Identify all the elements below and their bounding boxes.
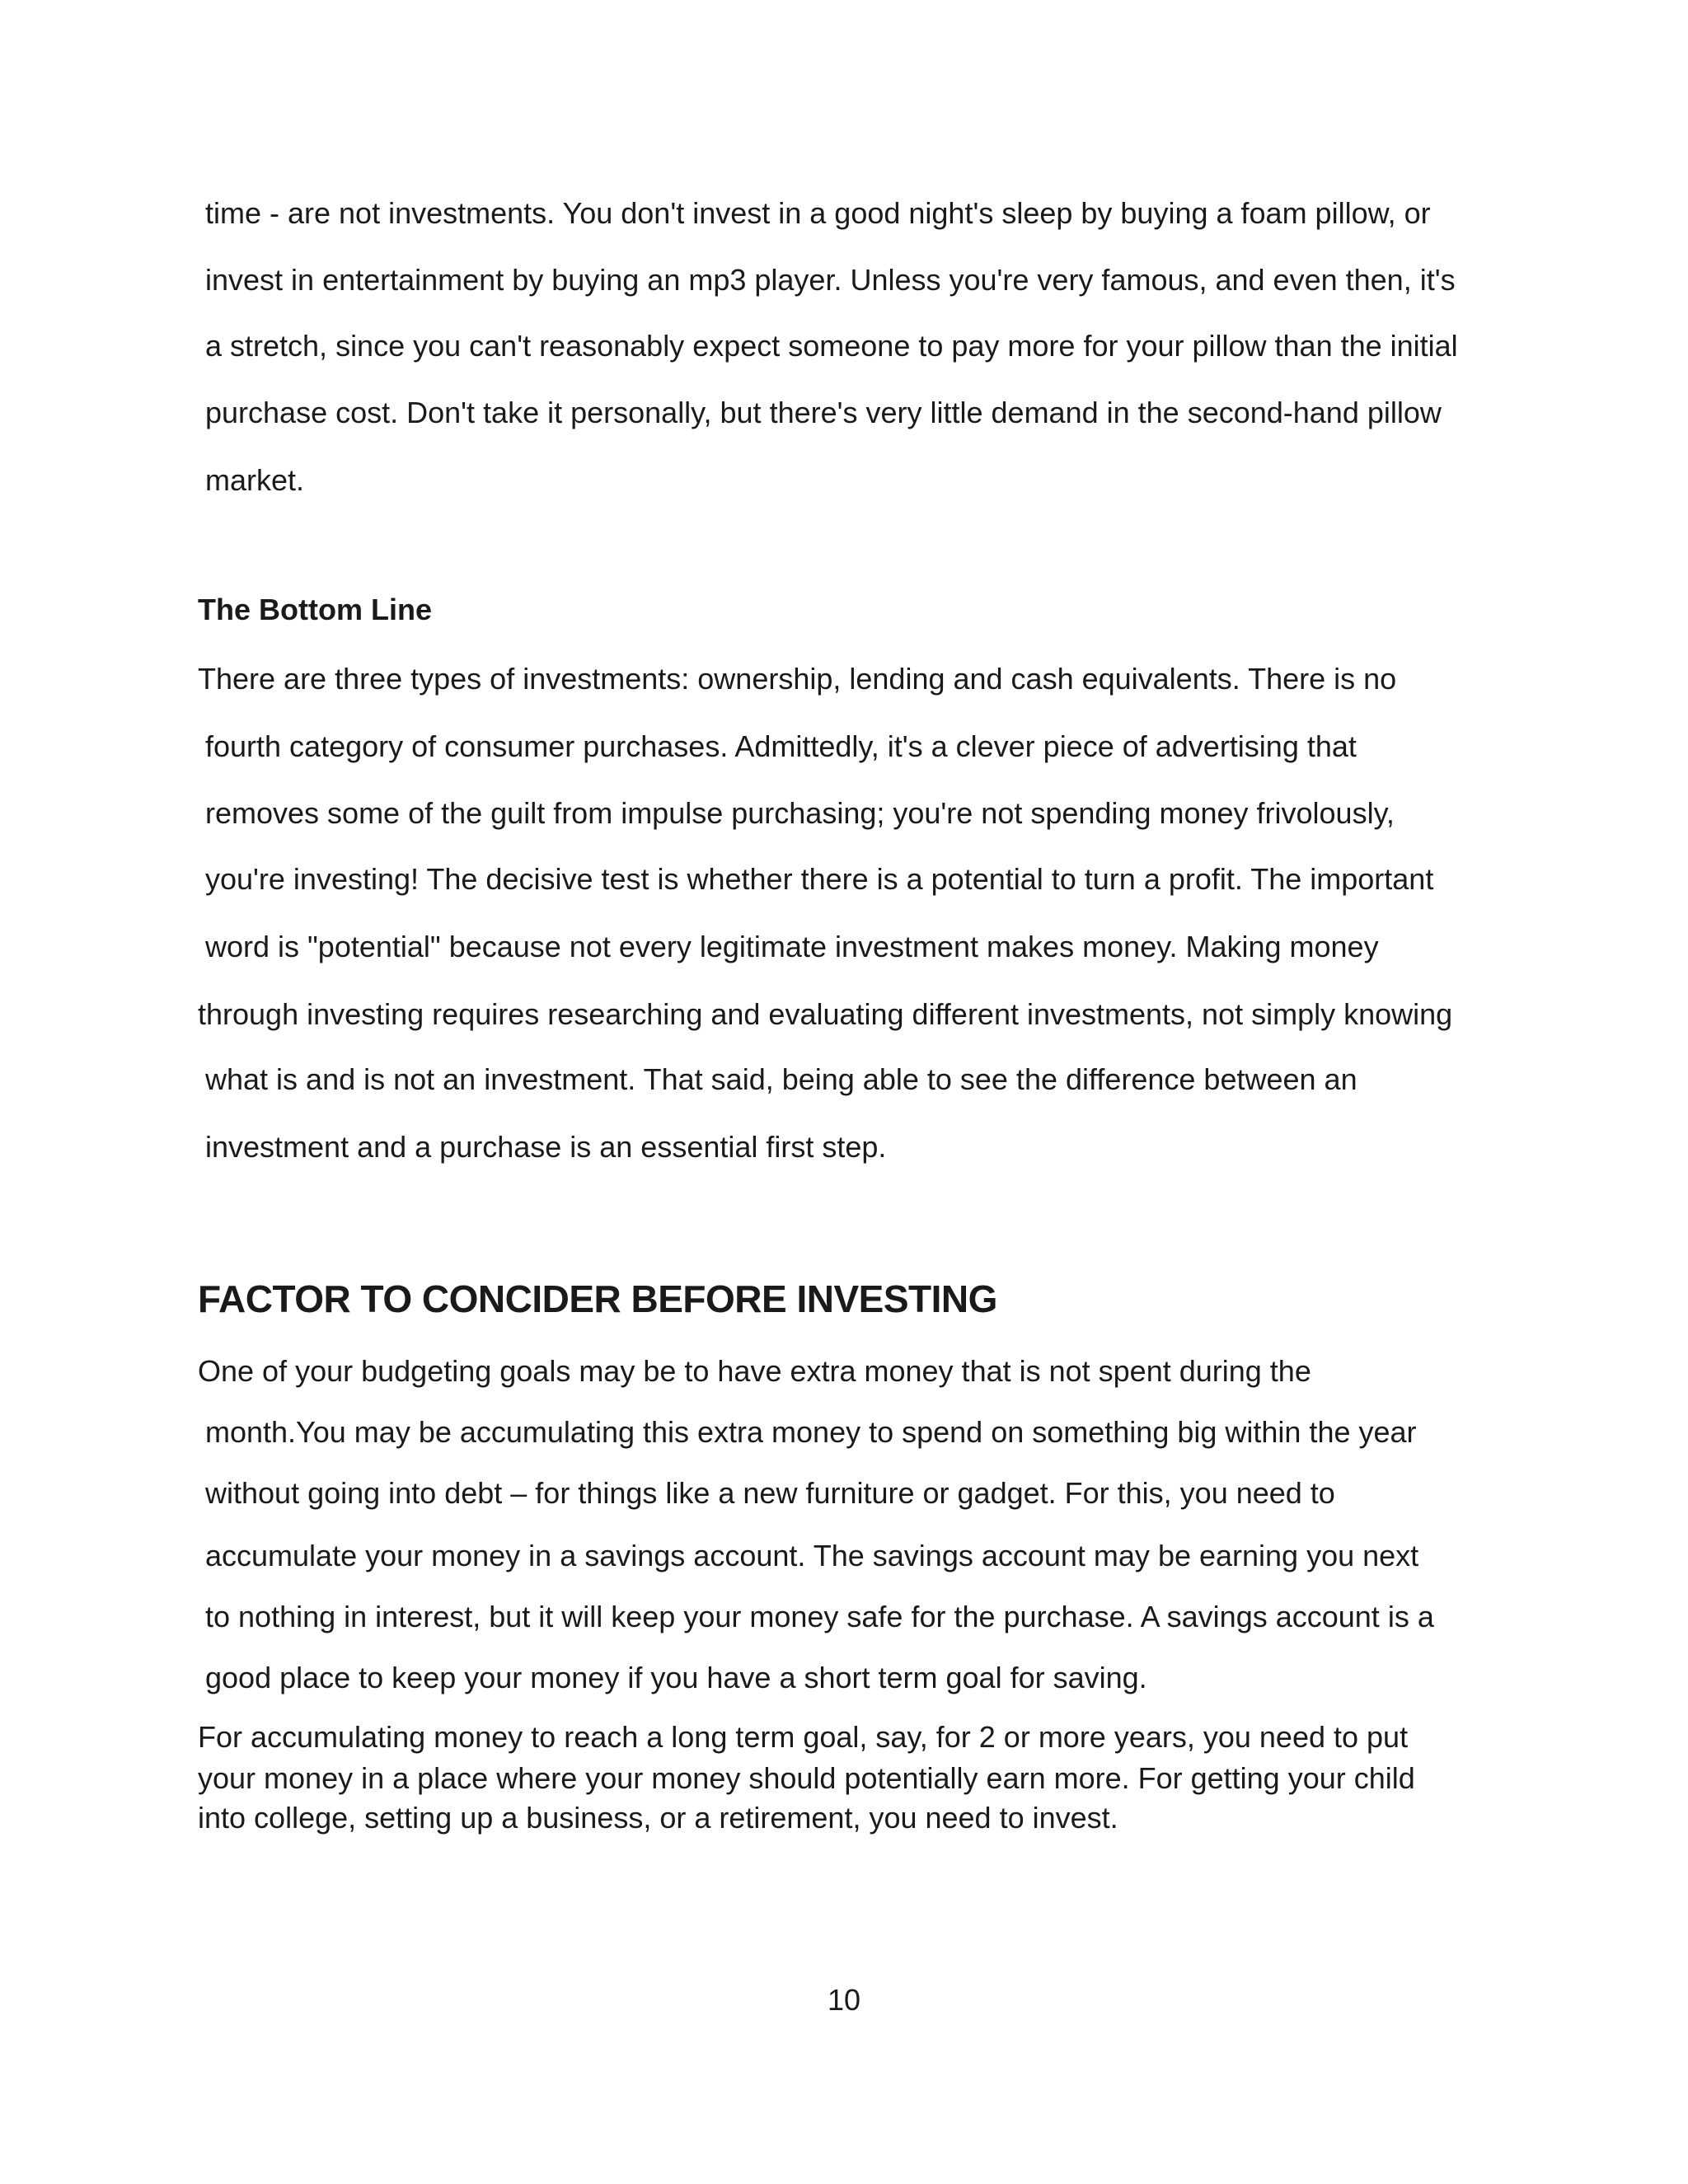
bottom-line-line-4: you're investing! The decisive test is whether there is a potential to turn a profit. The important (205, 862, 1434, 896)
bottom-line-line-8: investment and a purchase is an essential first step. (205, 1130, 887, 1164)
intro-line-5: market. (205, 463, 305, 497)
bottom-line-line-5: word is "potential" because not every legitimate investment makes money. Making money (205, 930, 1379, 963)
bottom-line-line-3: removes some of the guilt from impulse purchasing; you're not spending money frivolously, (205, 796, 1395, 830)
factors-line-5: to nothing in interest, but it will keep your money safe for the purchase. A savings account is a (205, 1600, 1434, 1633)
bottom-line-line-7: what is and is not an investment. That said, being able to see the difference between an (205, 1062, 1357, 1096)
intro-line-1: time - are not investments. You don't invest in a good night's sleep by buying a foam pillow, or (205, 196, 1431, 230)
bottom-line-line-1: There are three types of investments: ownership, lending and cash equivalents. There is no (198, 662, 1397, 696)
closing-line-2: your money in a place where your money should potentially earn more. For getting your child (198, 1761, 1415, 1795)
factors-line-1: One of your budgeting goals may be to have extra money that is not spent during the (198, 1354, 1311, 1388)
intro-line-2: invest in entertainment by buying an mp3 player. Unless you're very famous, and even then, it's (205, 263, 1456, 297)
bottom-line-heading: The Bottom Line (198, 593, 432, 626)
factors-line-3: without going into debt – for things like a new furniture or gadget. For this, you need to (205, 1476, 1335, 1510)
bottom-line-line-2: fourth category of consumer purchases. Admittedly, it's a clever piece of advertising that (205, 729, 1357, 763)
closing-line-1: For accumulating money to reach a long term goal, say, for 2 or more years, you need to put (198, 1720, 1409, 1754)
page-number: 10 (827, 1983, 861, 2017)
closing-line-3: into college, setting up a business, or a retirement, you need to invest. (198, 1801, 1118, 1835)
intro-line-4: purchase cost. Don't take it personally, but there's very little demand in the second-hand pillow (205, 396, 1442, 429)
factors-line-2: month.You may be accumulating this extra money to spend on something big within the year (205, 1415, 1417, 1449)
intro-line-3: a stretch, since you can't reasonably expect someone to pay more for your pillow than the initial (205, 329, 1458, 363)
factors-line-6: good place to keep your money if you have a short term goal for saving. (205, 1661, 1147, 1694)
factors-line-4: accumulate your money in a savings account. The savings account may be earning you next (205, 1539, 1419, 1572)
factors-heading: FACTOR TO CONCIDER BEFORE INVESTING (198, 1277, 997, 1320)
bottom-line-line-6: through investing requires researching and evaluating different investments, not simply knowing (198, 997, 1453, 1031)
